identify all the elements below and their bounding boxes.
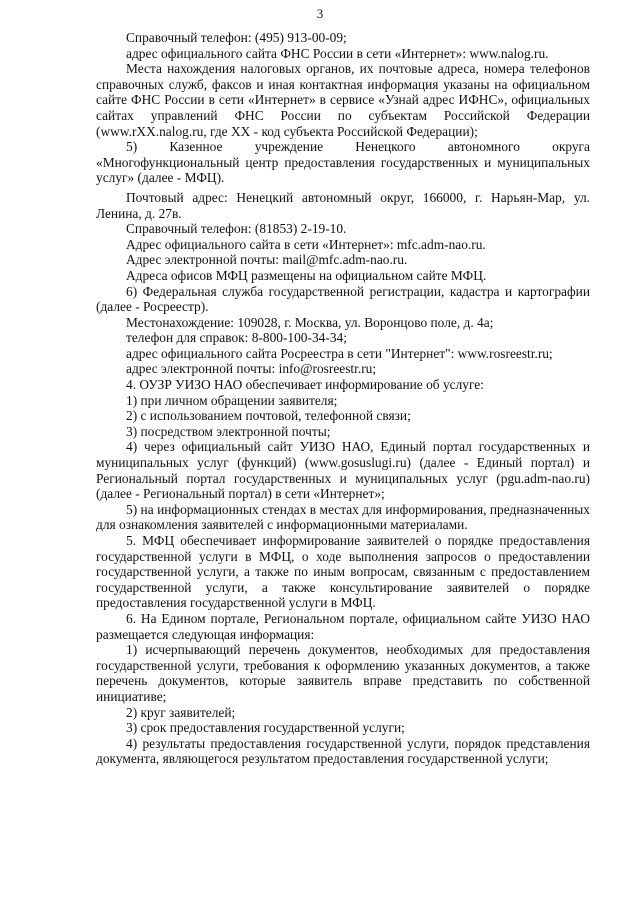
page-number: 3	[316, 6, 324, 21]
paragraph: Местонахождение: 109028, г. Москва, ул. Воронцово поле, д. 4а;	[126, 314, 494, 330]
paragraph: Места нахождения налоговых органов, их почтовые адреса, номера телефонов справочных служб, факсов и иная контактная информация указаны на официальном сайте ФНС России в сети «Интернет» в сервисе «Узнай адрес ИФНС», официальных сайтах управлений ФНС России по субъектам Российской Федерации (www.rXX.nalog.ru, где XX - код субъекта Российской Федерации);	[96, 61, 590, 139]
paragraph: Справочный телефон: (81853) 2-19-10.	[126, 221, 347, 237]
paragraph: 6. На Едином портале, Региональном портале, официальном сайте УИЗО НАО размещается следующая информация:	[96, 610, 590, 642]
paragraph: Адрес электронной почты: mail@mfc.adm-nao.ru.	[126, 252, 408, 268]
paragraph: 6) Федеральная служба государственной регистрации, кадастра и картографии (далее - Росреестр).	[96, 283, 590, 315]
paragraph: адрес официального сайта Росреестра в сети "Интернет": www.rosreestr.ru;	[126, 345, 553, 361]
paragraph: Почтовый адрес: Ненецкий автономный округ, 166000, г. Нарьян-Мар, ул. Ленина, д. 27в.	[96, 189, 590, 221]
paragraph: 2) с использованием почтовой, телефонной связи;	[126, 408, 411, 424]
paragraph: адрес электронной почты: info@rosreestr.ru;	[126, 361, 377, 377]
paragraph: 4) результаты предоставления государственной услуги, порядок представления документа, являющегося результатом предоставления государственной услуги;	[96, 735, 590, 767]
paragraph: адрес официального сайта ФНС России в сети «Интернет»: www.nalog.ru.	[126, 45, 549, 61]
paragraph: 3) срок предоставления государственной услуги;	[126, 720, 405, 736]
paragraph: 2) круг заявителей;	[126, 704, 236, 720]
paragraph: 3) посредством электронной почты;	[126, 423, 331, 439]
document-body	[96, 30, 590, 767]
paragraph: Справочный телефон: (495) 913-00-09;	[126, 30, 347, 45]
paragraph: 1) при личном обращении заявителя;	[126, 392, 338, 408]
paragraph: 5. МФЦ обеспечивает информирование заявителей о порядке предоставления государственной услуги в МФЦ, о ходе выполнения запросов о предоставлении государственной услуги, а также по иным вопросам, связанным с предоставлением государственной услуги, а также консультирование заявителей о порядке предоставления государственной услуги в МФЦ.	[96, 533, 590, 611]
paragraph: 4) через официальный сайт УИЗО НАО, Единый портал государственных и муниципальных услуг (функций) (www.gosuslugi.ru) (далее - Единый портал) и Региональный портал государственных и муниципальных услуг (pgu.adm-nao.ru) (далее - Региональный портал) в сети «Интернет»;	[96, 439, 590, 502]
paragraph: 1) исчерпывающий перечень документов, необходимых для предоставления государственной услуги, требования к оформлению указанных документов, а также перечень документов, которые заявитель вправе представить по собственной инициативе;	[96, 642, 590, 704]
paragraph: 5) Казенное учреждение Ненецкого автономного округа «Многофункциональный центр предоставления государственных и муниципальных услуг» (далее - МФЦ).	[96, 139, 590, 186]
paragraph: 4. ОУЗР УИЗО НАО обеспечивает информирование об услуге:	[126, 377, 484, 393]
paragraph: Адреса офисов МФЦ размещены на официальном сайте МФЦ.	[126, 267, 487, 283]
paragraph: 5) на информационных стендах в местах для информирования, предназначенных для ознакомления заявителей с информационными материалами.	[96, 501, 590, 533]
paragraph: телефон для справок: 8-800-100-34-34;	[126, 330, 347, 346]
paragraph: Адрес официального сайта в сети «Интернет»: mfc.adm-nao.ru.	[126, 236, 486, 252]
